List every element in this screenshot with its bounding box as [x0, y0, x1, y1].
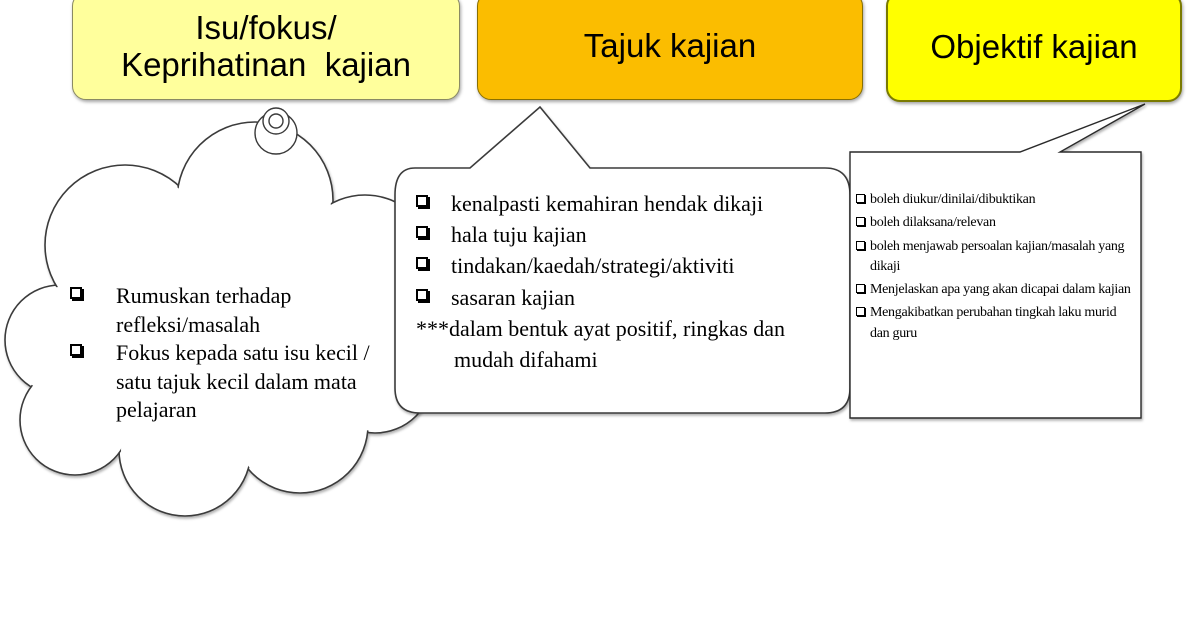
cloud-checklist	[70, 282, 370, 425]
tajuk-callout-content	[416, 188, 846, 375]
list-item-text: Menjelaskan apa yang akan dicapai dalam kajian	[870, 282, 1131, 298]
tajuk-note: ***dalam bentuk ayat positif, ringkas dan mudah difahami	[416, 315, 786, 373]
isu-header-line-2: Keprihatinan kajian	[121, 46, 411, 83]
list-item-text: tindakan/kaedah/strategi/aktiviti	[451, 253, 735, 279]
tajuk-kajian-header	[477, 0, 863, 100]
list-item	[416, 188, 846, 219]
checkbox-icon	[416, 257, 428, 269]
checkbox-icon	[856, 284, 865, 293]
tajuk-checklist	[416, 188, 846, 313]
list-item	[856, 190, 1136, 210]
list-item	[856, 303, 1136, 344]
list-item	[856, 280, 1136, 300]
checkbox-icon	[416, 195, 428, 207]
checkbox-icon	[70, 287, 82, 299]
list-item	[70, 339, 370, 425]
list-item-text: Fokus kepada satu isu kecil / satu tajuk kecil dalam mata pelajaran	[116, 340, 370, 423]
objektif-header-text: Objektif kajian	[930, 28, 1138, 66]
list-item	[856, 213, 1136, 233]
list-item-text: hala tuju kajian	[451, 222, 587, 248]
list-item	[416, 219, 846, 250]
isu-header-line-1: Isu/fokus/	[195, 8, 337, 46]
objektif-checklist	[856, 190, 1136, 347]
list-item-text: Rumuskan terhadap refleksi/masalah	[116, 283, 292, 337]
list-item-text: sasaran kajian	[451, 284, 575, 310]
checkbox-icon	[416, 289, 428, 301]
isu-fokus-header	[72, 0, 460, 100]
objektif-kajian-header	[886, 0, 1182, 102]
list-item-text: boleh diukur/dinilai/dibuktikan	[870, 192, 1036, 207]
list-item	[856, 237, 1136, 278]
thought-bubbles	[255, 108, 297, 154]
checkbox-icon	[416, 226, 428, 238]
list-item-text: Mengakibatkan perubahan tingkah laku murid dan guru	[870, 305, 1117, 341]
list-item-text: boleh dilaksana/relevan	[870, 215, 996, 231]
list-item-text: boleh menjawab persoalan kajian/masalah yang dikaji	[870, 238, 1125, 274]
list-item	[70, 282, 370, 339]
checkbox-icon	[856, 307, 865, 316]
checkbox-icon	[856, 241, 865, 250]
checkbox-icon	[856, 194, 865, 203]
checkbox-icon	[70, 344, 82, 356]
checkbox-icon	[856, 217, 865, 226]
list-item	[416, 250, 846, 281]
list-item	[416, 282, 846, 313]
tajuk-header-text: Tajuk kajian	[583, 27, 757, 65]
list-item-text: kenalpasti kemahiran hendak dikaji	[451, 191, 764, 216]
